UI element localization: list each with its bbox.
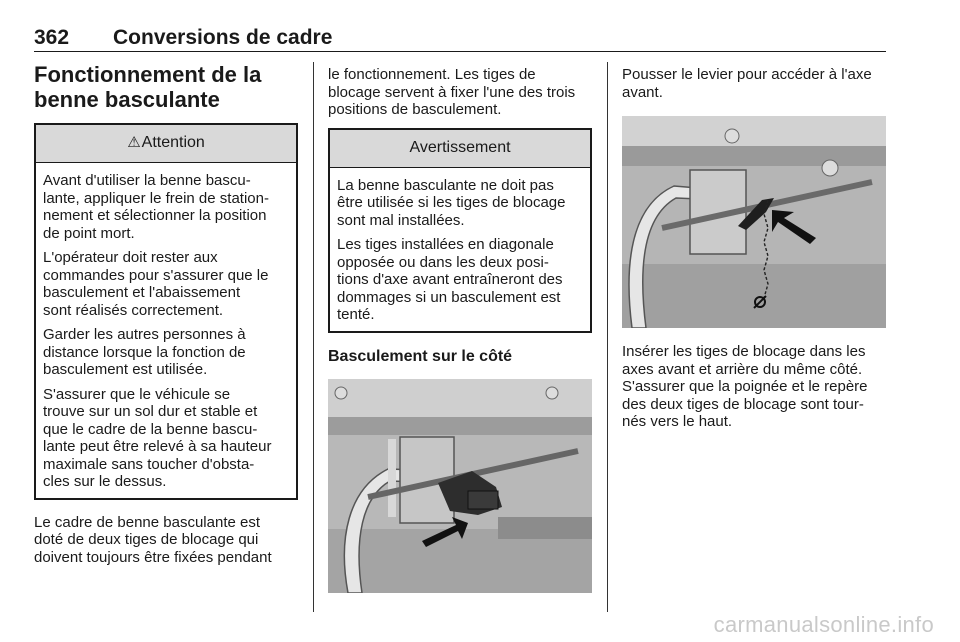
body-paragraph	[328, 66, 592, 119]
text-line: S'assurer que la poignée et le repère	[622, 378, 868, 395]
attention-paragraph	[43, 326, 289, 379]
subsection-heading: Basculement sur le côté	[328, 347, 513, 365]
column-left	[34, 62, 298, 566]
column-middle	[328, 62, 592, 593]
page-number: 362	[34, 26, 70, 49]
text-line: axes avant et arrière du même côté.	[622, 360, 863, 378]
text-line: lante, appliquer le frein de station-	[43, 189, 269, 207]
text-line: cles sur le dessus.	[43, 473, 167, 490]
attention-box	[34, 123, 298, 500]
tipper-lock-pin-illustration	[328, 379, 592, 593]
section-heading	[34, 62, 298, 112]
text-line: Le cadre de benne basculante est	[34, 513, 261, 531]
text-line: sont réalisés correctement.	[43, 301, 224, 319]
text-line: blocage servent à fixer l'une des trois	[328, 83, 576, 101]
text-line: nement et sélectionner la position	[43, 207, 267, 224]
text-line: maximale sans toucher d'obsta-	[43, 455, 255, 473]
text-line: le fonctionnement. Les tiges de	[328, 66, 536, 83]
warning-body	[330, 168, 590, 331]
warning-paragraph	[337, 236, 583, 324]
text-line: que le cadre de la benne bascu-	[43, 420, 258, 438]
text-line: basculement est utilisée.	[43, 361, 208, 378]
warning-paragraph	[337, 177, 583, 230]
attention-title: Attention	[141, 134, 205, 151]
text-line: doté de deux tiges de blocage qui	[34, 531, 259, 548]
body-paragraph	[34, 514, 298, 567]
text-line: sont mal installées.	[337, 211, 465, 229]
heading-line: benne basculante	[34, 87, 220, 112]
text-line: lante peut être relevé à sa hauteur	[43, 438, 272, 455]
warning-header: Avertissement	[330, 130, 590, 168]
heading-line: Fonctionnement de la	[34, 62, 262, 87]
text-line: de point mort.	[43, 224, 135, 242]
column-divider	[313, 62, 314, 612]
text-line: Avant d'utiliser la benne bascu-	[43, 172, 251, 189]
text-line: tions d'axe avant entraîneront des	[337, 271, 563, 288]
column-divider	[607, 62, 608, 612]
body-paragraph	[622, 343, 886, 431]
front-axle-lever-illustration	[622, 116, 886, 328]
text-line: être utilisée si les tiges de blocage	[337, 194, 566, 211]
attention-paragraph	[43, 249, 289, 319]
text-line: nés vers le haut.	[622, 413, 733, 430]
text-line: La benne basculante ne doit pas	[337, 176, 554, 194]
text-line: basculement et l'abaissement	[43, 284, 241, 301]
text-line: des deux tiges de blocage sont tour-	[622, 395, 864, 413]
chapter-title: Conversions de cadre	[113, 26, 333, 49]
attention-header	[36, 125, 296, 163]
text-line: positions de basculement.	[328, 101, 502, 118]
text-line: avant.	[622, 83, 663, 101]
text-line: Les tiges installées en diagonale	[337, 236, 554, 253]
warning-triangle-icon: ⚠	[127, 134, 141, 151]
text-line: opposée ou dans les deux posi-	[337, 253, 549, 271]
text-line: commandes pour s'assurer que le	[43, 266, 269, 284]
text-line: tenté.	[337, 306, 375, 323]
warning-box	[328, 128, 592, 333]
watermark: carmanualsonline.info	[713, 612, 934, 637]
text-line: Garder les autres personnes à	[43, 326, 246, 343]
text-line: doivent toujours être fixées pendant	[34, 548, 272, 566]
text-line: L'opérateur doit rester aux	[43, 249, 218, 266]
attention-body	[36, 163, 296, 498]
text-line: trouve sur un sol dur et stable et	[43, 403, 258, 420]
text-line: distance lorsque la fonction de	[43, 343, 246, 361]
text-line: Pousser le levier pour accéder à l'axe	[622, 66, 872, 83]
header-rule	[34, 51, 886, 52]
body-paragraph	[622, 66, 886, 101]
column-right	[622, 62, 886, 431]
attention-paragraph	[43, 172, 289, 242]
text-line: dommages si un basculement est	[337, 288, 561, 306]
text-line: S'assurer que le véhicule se	[43, 385, 231, 403]
attention-paragraph	[43, 386, 289, 491]
text-line: Insérer les tiges de blocage dans les	[622, 343, 866, 360]
